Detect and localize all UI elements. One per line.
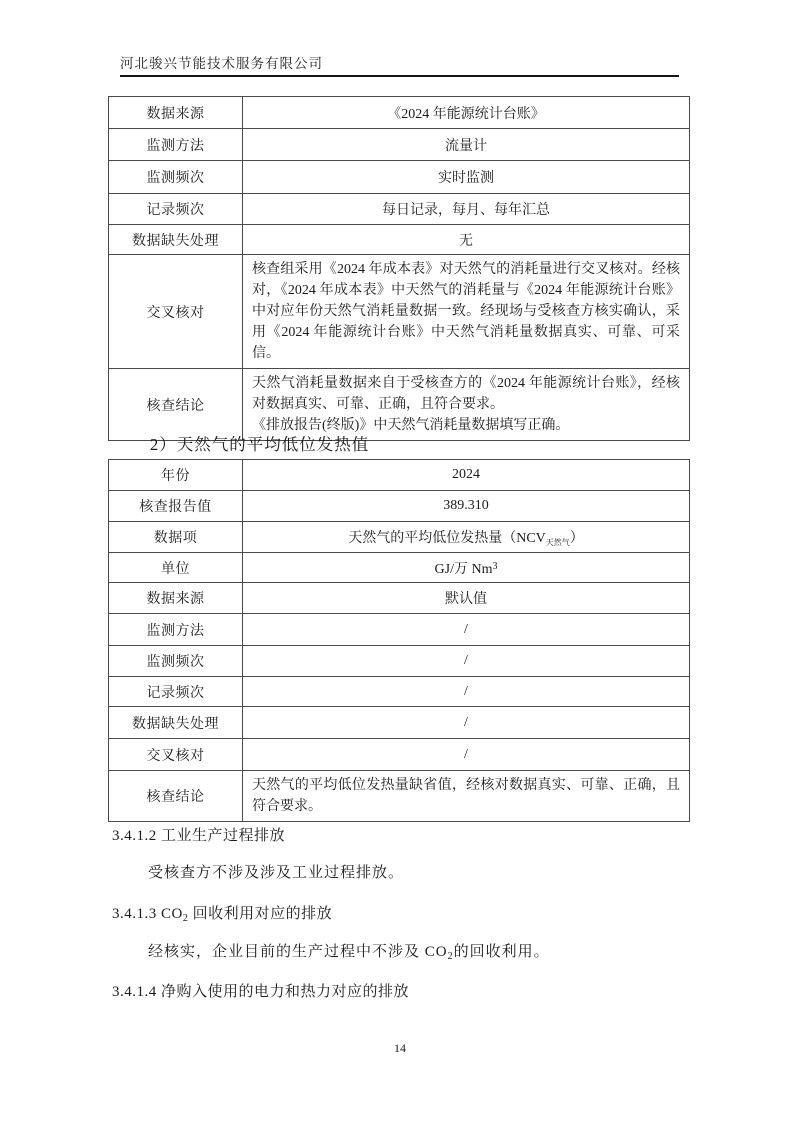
company-header: 河北骏兴节能技术服务有限公司 <box>120 56 323 71</box>
row-value: 《2024 年能源统计台账》 <box>243 97 690 129</box>
row-value <box>243 369 690 441</box>
row-value: / <box>243 646 690 677</box>
row-label: 核查结论 <box>109 771 243 822</box>
table-row <box>109 739 690 771</box>
row-label: 监测方法 <box>109 614 243 646</box>
row-label: 监测方法 <box>109 129 243 161</box>
row-value: 核查组采用《2024 年成本表》对天然气的消耗量进行交叉核对。经核对，《2024 年成本表》中天然气的消耗量与《2024 年能源统计台账》中对应年份天然气消耗量数据一致。经现场与受核查方核实确认，采用《2024 年能源统计台账》中天然气消耗量数据真实、可靠、可采信。 <box>243 255 690 369</box>
row-value: 每日记录，每月、每年汇总 <box>243 194 690 225</box>
row-label: 数据项 <box>109 522 243 553</box>
table-row <box>109 614 690 646</box>
row-value: / <box>243 677 690 707</box>
conclusion-line-1: 天然气消耗量数据来自于受核查方的《2024 年能源统计台账》，经核对数据真实、可靠、正确，且符合要求。 <box>252 376 680 412</box>
row-label: 交叉核对 <box>109 739 243 771</box>
row-value: 无 <box>243 225 690 255</box>
gas-consumption-verification-table <box>108 96 690 441</box>
table-row <box>109 707 690 739</box>
row-label: 年份 <box>109 460 243 491</box>
row-value: / <box>243 739 690 771</box>
table-row <box>109 771 690 822</box>
row-label: 交叉核对 <box>109 255 243 369</box>
co2-subscript: 2 <box>447 951 454 962</box>
table-row <box>109 583 690 614</box>
row-value: 默认值 <box>243 583 690 614</box>
page-number: 14 <box>394 1041 406 1055</box>
row-value: 实时监测 <box>243 161 690 194</box>
section-heading-3414: 3.4.1.4 净购入使用的电力和热力对应的排放 <box>112 984 410 1000</box>
row-value <box>243 522 690 553</box>
table-row <box>109 225 690 255</box>
row-label: 记录频次 <box>109 677 243 707</box>
data-item-text: 天然气的平均低位发热量（NCV <box>348 530 546 546</box>
header-rule <box>120 75 679 77</box>
section-body-3412: 受核查方不涉及涉及工业过程排放。 <box>148 865 405 881</box>
row-label: 监测频次 <box>109 161 243 194</box>
table-row <box>109 460 690 491</box>
row-value <box>243 553 690 583</box>
section-heading-3412: 3.4.1.2 工业生产过程排放 <box>112 828 286 844</box>
data-item-subscript: 天然气 <box>545 537 570 547</box>
row-value: 2024 <box>243 460 690 491</box>
ncv-verification-table <box>108 459 690 822</box>
row-label: 单位 <box>109 553 243 583</box>
body-3413-rest: 的回收利用。 <box>453 944 550 960</box>
table-row <box>109 194 690 225</box>
row-value: 流量计 <box>243 129 690 161</box>
row-label: 数据来源 <box>109 583 243 614</box>
row-label: 记录频次 <box>109 194 243 225</box>
section-body-3413 <box>148 940 550 962</box>
unit-superscript: 3 <box>492 560 498 572</box>
unit-text: GJ/万 Nm <box>434 561 493 577</box>
heading-3413-rest: 回收利用对应的排放 <box>188 906 333 922</box>
row-value: / <box>243 614 690 646</box>
table-row <box>109 646 690 677</box>
subsection-heading: 2）天然气的平均低位发热值 <box>150 435 370 454</box>
row-label: 核查结论 <box>109 369 243 441</box>
row-value: 天然气的平均低位发热量缺省值，经核对数据真实、可靠、正确，且符合要求。 <box>243 771 690 822</box>
table-row <box>109 553 690 583</box>
table-row <box>109 255 690 369</box>
section-heading-3413 <box>112 902 332 924</box>
row-label: 数据缺失处理 <box>109 225 243 255</box>
table-row <box>109 97 690 129</box>
table-row <box>109 369 690 441</box>
table-row <box>109 491 690 522</box>
data-item-close: ） <box>569 530 584 546</box>
row-label: 数据来源 <box>109 97 243 129</box>
heading-3413-text: 3.4.1.3 CO <box>112 906 183 922</box>
row-value: / <box>243 707 690 739</box>
co2-subscript: 2 <box>182 913 189 924</box>
table-row <box>109 129 690 161</box>
table-row <box>109 522 690 553</box>
table-row <box>109 677 690 707</box>
conclusion-line-2: 《排放报告(终版)》中天然气消耗量数据填写正确。 <box>252 418 570 433</box>
row-label: 监测频次 <box>109 646 243 677</box>
table-row <box>109 161 690 194</box>
row-label: 数据缺失处理 <box>109 707 243 739</box>
row-value: 389.310 <box>243 491 690 522</box>
body-3413-text: 经核实，企业目前的生产过程中不涉及 CO <box>148 944 448 960</box>
row-label: 核查报告值 <box>109 491 243 522</box>
